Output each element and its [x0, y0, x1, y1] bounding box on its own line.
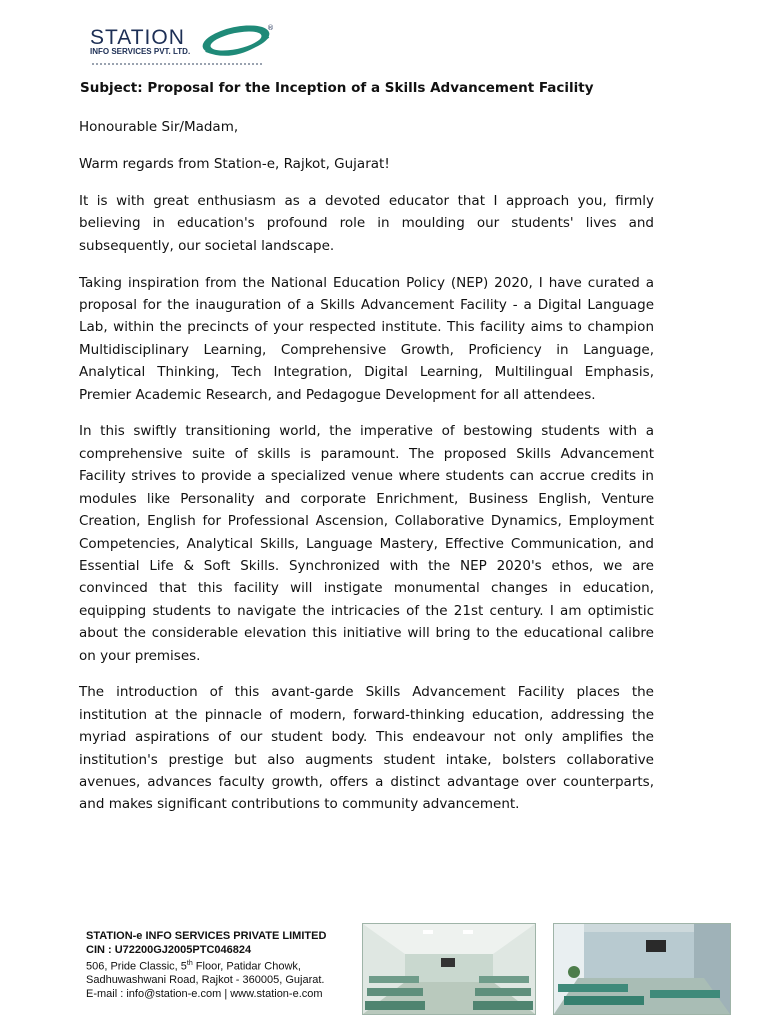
footer-contact: E-mail : info@station-e.com | www.station-e.com	[86, 988, 323, 1001]
footer-address-line-1-rest: Floor, Patidar Chowk,	[192, 960, 301, 973]
footer-company-name: STATION-e INFO SERVICES PRIVATE LIMITED	[86, 930, 327, 942]
paragraph-skills: In this swiftly transitioning world, the imperative of bestowing students with a comprehensive suite of skills is paramount. The proposed Skills Advancement Facility strives to provide a specialized venue where students can accrue credits in modules like Personality and corporate Enrichment, Business English, Venture Creation, English for Professional Ascension, Collaborative Dynamics, Employment Competencies, Analytical Skills, Language Mastery, Effective Communication, and Essential Life & Soft Skills. Synchronized with the NEP 2020's ethos, we are convinced that this facility will instigate monumental changes in education, equipping students to navigate the intricacies of the 21st century. I am optimistic about the considerable elevation this initiative will bring to the educational calibre on your premises.	[79, 423, 654, 664]
footer-address-line-2: Sadhuwashwani Road, Rajkot - 360005, Gujarat.	[86, 974, 325, 987]
footer-address-line-1	[86, 957, 366, 974]
footer-photo-lab-hall	[362, 923, 536, 1015]
letter-body	[79, 116, 654, 830]
logo-brand-subtext: INFO SERVICES PVT. LTD.	[90, 47, 191, 56]
footer-address-line-1-part: 506, Pride Classic, 5	[86, 960, 187, 973]
footer-cin: CIN : U72200GJ2005PTC046824	[86, 943, 252, 956]
logo-brand-text: STATION	[90, 26, 185, 49]
footer-photo-lab-room	[553, 923, 731, 1015]
paragraph-intro: It is with great enthusiasm as a devoted educator that I approach you, firmly believing in education's profound role in moulding our students' lives and subsequently, our societal landscape.	[79, 192, 654, 254]
greeting: Warm regards from Station-e, Rajkot, Gujarat!	[79, 155, 390, 172]
paragraph-nep-proposal: Taking inspiration from the National Education Policy (NEP) 2020, I have curated a proposal for the inauguration of a Skills Advancement Facility - a Digital Language Lab, within the precincts of your respected institute. This facility aims to champion Multidisciplinary Learning, Comprehensive Growth, Proficiency in Language, Analytical Thinking, Tech Integration, Digital Learning, Multilingual Emphasis, Premier Academic Research, and Pedagogue Development for all attendees.	[79, 274, 654, 403]
paragraph-benefits: The introduction of this avant-garde Skills Advancement Facility places the institution at the pinnacle of modern, forward-thinking education, addressing the myriad aspirations of our student body. This endeavour not only amplifies the institution's prestige but also augments student intake, bolsters collaborative avenues, advances faculty growth, offers a distinct advantage over counterparts, and makes significant contributions to community advancement.	[79, 684, 654, 813]
company-logo	[86, 22, 286, 70]
footer-address-block	[86, 930, 366, 1002]
footer-address-sup: th	[186, 960, 193, 968]
letter-subject: Subject: Proposal for the Inception of a Skills Advancement Facility	[80, 80, 594, 96]
logo-tagline-divider	[92, 63, 262, 67]
registered-mark: ®	[267, 24, 274, 32]
salutation: Honourable Sir/Madam,	[79, 119, 239, 135]
